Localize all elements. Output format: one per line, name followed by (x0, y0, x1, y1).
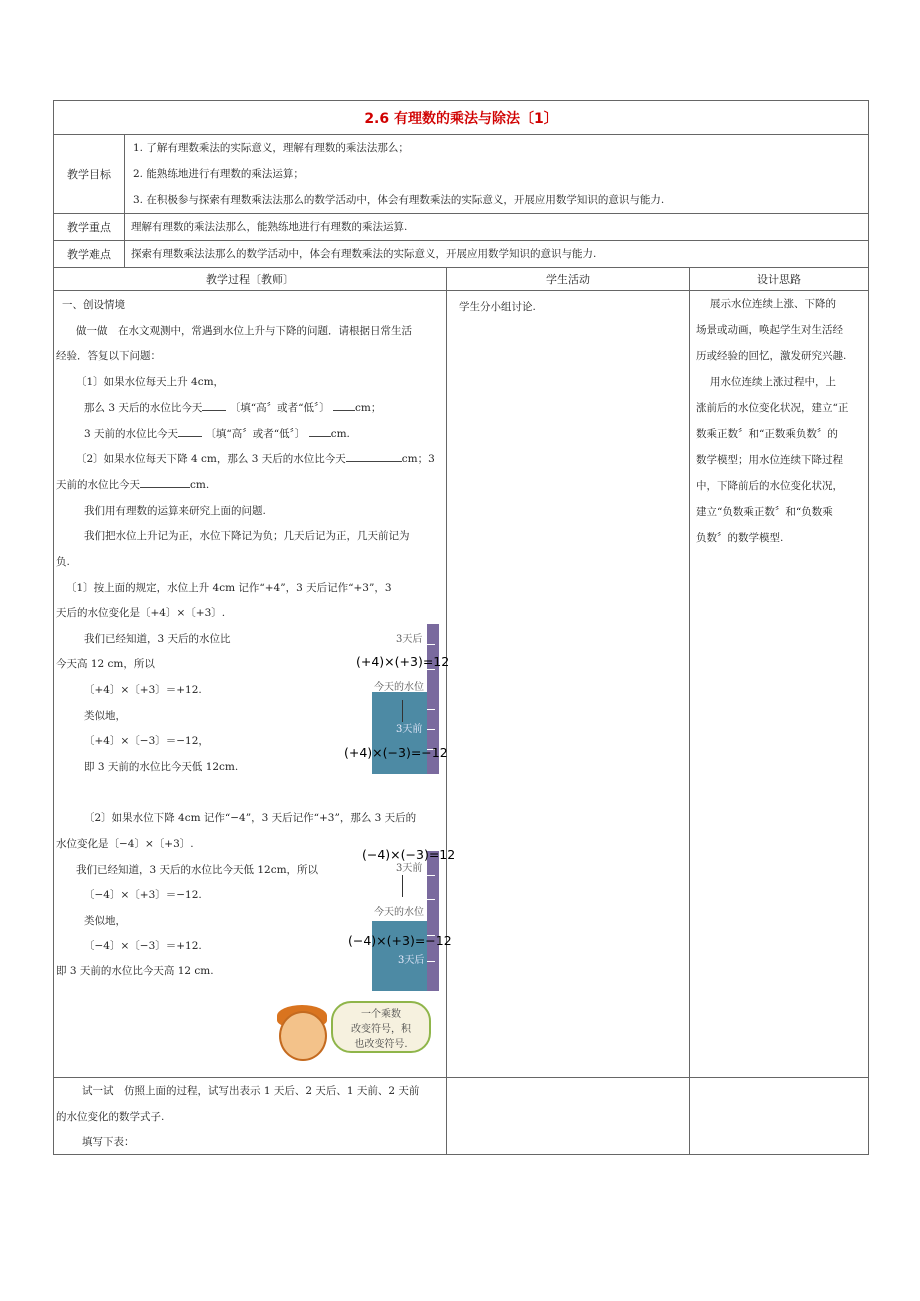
answer-blank[interactable] (309, 426, 331, 437)
text-fragment: 3 天前的水位比今天 (84, 428, 179, 440)
text-line: 的水位变化的数学式子. (56, 1111, 165, 1123)
teacher-process-cell (54, 291, 456, 1078)
teacher-process (54, 291, 456, 1077)
design-line: 数乘正数〞和“正数乘负数〞的 (696, 428, 838, 440)
empty-design-cell (690, 1078, 869, 1155)
goals-label: 教学目标 (54, 135, 125, 214)
text-line: 试一试 仿照上面的过程，试写出表示 1 天后、2 天后、1 天前、2 天前 (82, 1085, 420, 1097)
try-it-cell (54, 1078, 447, 1155)
bubble-line: 也改变符号. (354, 1039, 408, 1050)
figure-equation: (+4)×(−3)=−12 (344, 745, 448, 760)
section-heading: 一、创设情境 (62, 299, 125, 311)
gauge-tick (427, 709, 435, 710)
design-line: 负数〞的数学模型. (696, 532, 784, 544)
equation-line: 〔−4〕×〔−3〕＝+12. (84, 940, 202, 952)
equation-line: 〔+4〕×〔+3〕＝+12. (84, 684, 202, 696)
figure-equation: (+4)×(+3)=12 (356, 654, 450, 669)
gauge-tick (427, 875, 435, 876)
focus-text: 理解有理数的乘法法那么，能熟练地进行有理数的乘法运算. (125, 214, 869, 241)
text-line: 我们已经知道，3 天后的水位比今天低 12cm，所以 (76, 864, 319, 876)
text-fragment: 天前的水位比今天 (56, 479, 140, 491)
design-line: 建立“负数乘正数〞和“负数乘 (696, 506, 833, 518)
figure-equation: (−4)×(+3)=−12 (348, 933, 452, 948)
water-level-figure-rise (344, 624, 450, 774)
text-fragment: cm；3 (401, 453, 435, 465)
text-line: 我们用有理数的运算来研究上面的问题. (84, 505, 266, 517)
answer-blank[interactable] (178, 426, 202, 437)
text-line: 〔2〕如果水位下降 4cm 记作“−4”，3 天后记作“+3”，那么 3 天后的 (84, 812, 417, 824)
text-line: 水位变化是〔−4〕×〔+3〕. (56, 838, 194, 850)
text-line (84, 400, 381, 415)
text-line: 即 3 天前的水位比今天高 12 cm. (56, 965, 214, 977)
answer-blank[interactable] (202, 400, 226, 411)
figure-label: 3天后 (396, 634, 423, 645)
text-line: 类似地， (84, 915, 126, 927)
column-header-student: 学生活动 (447, 268, 690, 291)
text-fragment: 〔填“高〞或者“低〞〕 (229, 402, 330, 414)
empty-student-cell (447, 1078, 690, 1155)
goal-item: 1. 了解有理数乘法的实际意义，理解有理数的乘法法那么； (133, 142, 409, 154)
figure-label: 3天前 (396, 724, 423, 735)
gauge-bar (427, 851, 439, 991)
lesson-plan-table (53, 100, 869, 1155)
difficulty-label: 教学难点 (54, 241, 125, 268)
answer-blank[interactable] (140, 477, 190, 488)
gauge-tick (427, 899, 435, 900)
figure-label: 3天后 (398, 955, 425, 966)
text-line: 天后的水位变化是〔+4〕×〔+3〕. (56, 607, 226, 619)
up-arrow (402, 700, 403, 722)
focus-label: 教学重点 (54, 214, 125, 241)
design-line: 用水位连续上涨过程中，上 (710, 376, 836, 388)
column-header-teacher: 教学过程〔教师〕 (54, 268, 447, 291)
text-fragment: cm. (330, 428, 350, 440)
speech-bubble-illustration (279, 1001, 439, 1061)
text-fragment: cm； (355, 402, 382, 414)
student-activity-cell (447, 291, 690, 1078)
text-line: 我们已经知道，3 天后的水位比 (84, 633, 231, 645)
design-thinking-cell (690, 291, 869, 1078)
gauge-tick (427, 644, 435, 645)
speech-bubble (331, 1001, 431, 1053)
design-line: 涨前后的水位变化状况，建立“正 (696, 402, 849, 414)
answer-blank[interactable] (333, 400, 355, 411)
gauge-tick (427, 729, 435, 730)
goal-item: 3. 在积极参与探索有理数乘法法那么的数学活动中，体会有理数乘法的实际意义，开展应用数学知识的意识与能力. (133, 194, 665, 206)
text-line: 〔1〕按上面的规定，水位上升 4cm 记作“+4”，3 天后记作“+3”，3 (66, 582, 392, 594)
text-line: 今天高 12 cm，所以 (56, 658, 155, 670)
text-fragment: 〔2〕如果水位每天下降 4 cm，那么 3 天后的水位比今天 (76, 453, 346, 465)
goals-content (125, 135, 869, 214)
character-face-icon (279, 1011, 327, 1061)
figure-label: 今天的水位 (374, 907, 424, 918)
text-line: 做一做 在水文观测中，常遇到水位上升与下降的问题．请根据日常生活 (76, 325, 412, 337)
equation-line: 〔+4〕×〔−3〕＝−12， (84, 735, 209, 747)
text-line: 经验．答复以下问题： (56, 350, 161, 362)
figure-label: 今天的水位 (374, 682, 424, 693)
text-line (76, 451, 435, 466)
difficulty-text: 探索有理数乘法法那么的数学活动中，体会有理数乘法的实际意义，开展应用数学知识的意识与能力. (125, 241, 869, 268)
equation-line: 〔−4〕×〔+3〕＝−12. (84, 889, 202, 901)
text-fragment: cm. (190, 479, 210, 491)
design-line: 场景或动画，唤起学生对生活经 (696, 324, 843, 336)
design-line: 历或经验的回忆，激发研究兴趣. (696, 350, 847, 362)
text-line (56, 477, 209, 492)
gauge-tick (427, 961, 435, 962)
text-fragment: 〔填“高〞或者“低〞〕 (205, 428, 306, 440)
text-line: 填写下表： (82, 1136, 135, 1148)
bubble-line: 改变符号，积 (351, 1024, 411, 1035)
water-level-figure-fall (348, 847, 456, 991)
figure-label: 3天前 (396, 863, 423, 874)
goal-item: 2. 能熟练地进行有理数的乘法运算； (133, 168, 304, 180)
figure-equation: (−4)×(−3)=12 (362, 847, 456, 862)
column-header-design: 设计思路 (690, 268, 869, 291)
text-line: 负. (56, 556, 70, 568)
student-activity-text: 学生分小组讨论. (459, 301, 536, 313)
text-line: 类似地， (84, 710, 126, 722)
lesson-plan-document (53, 100, 868, 1155)
text-line: 〔1〕如果水位每天上升 4cm， (76, 376, 225, 388)
design-line: 数学模型；用水位连续下降过程 (696, 454, 843, 466)
design-line: 展示水位连续上涨、下降的 (710, 298, 836, 310)
text-line: 我们把水位上升记为正，水位下降记为负；几天后记为正，几天前记为 (84, 530, 410, 542)
text-fragment: 那么 3 天后的水位比今天 (84, 402, 203, 414)
text-line (84, 426, 350, 441)
bubble-line: 一个乘数 (361, 1009, 401, 1020)
text-line: 即 3 天前的水位比今天低 12cm. (84, 761, 239, 773)
gauge-tick (427, 669, 435, 670)
down-arrow (402, 875, 403, 897)
document-title: 2.6 有理数的乘法与除法〔1〕 (54, 101, 869, 135)
design-line: 中，下降前后的水位变化状况， (696, 480, 843, 492)
answer-blank[interactable] (346, 451, 402, 462)
